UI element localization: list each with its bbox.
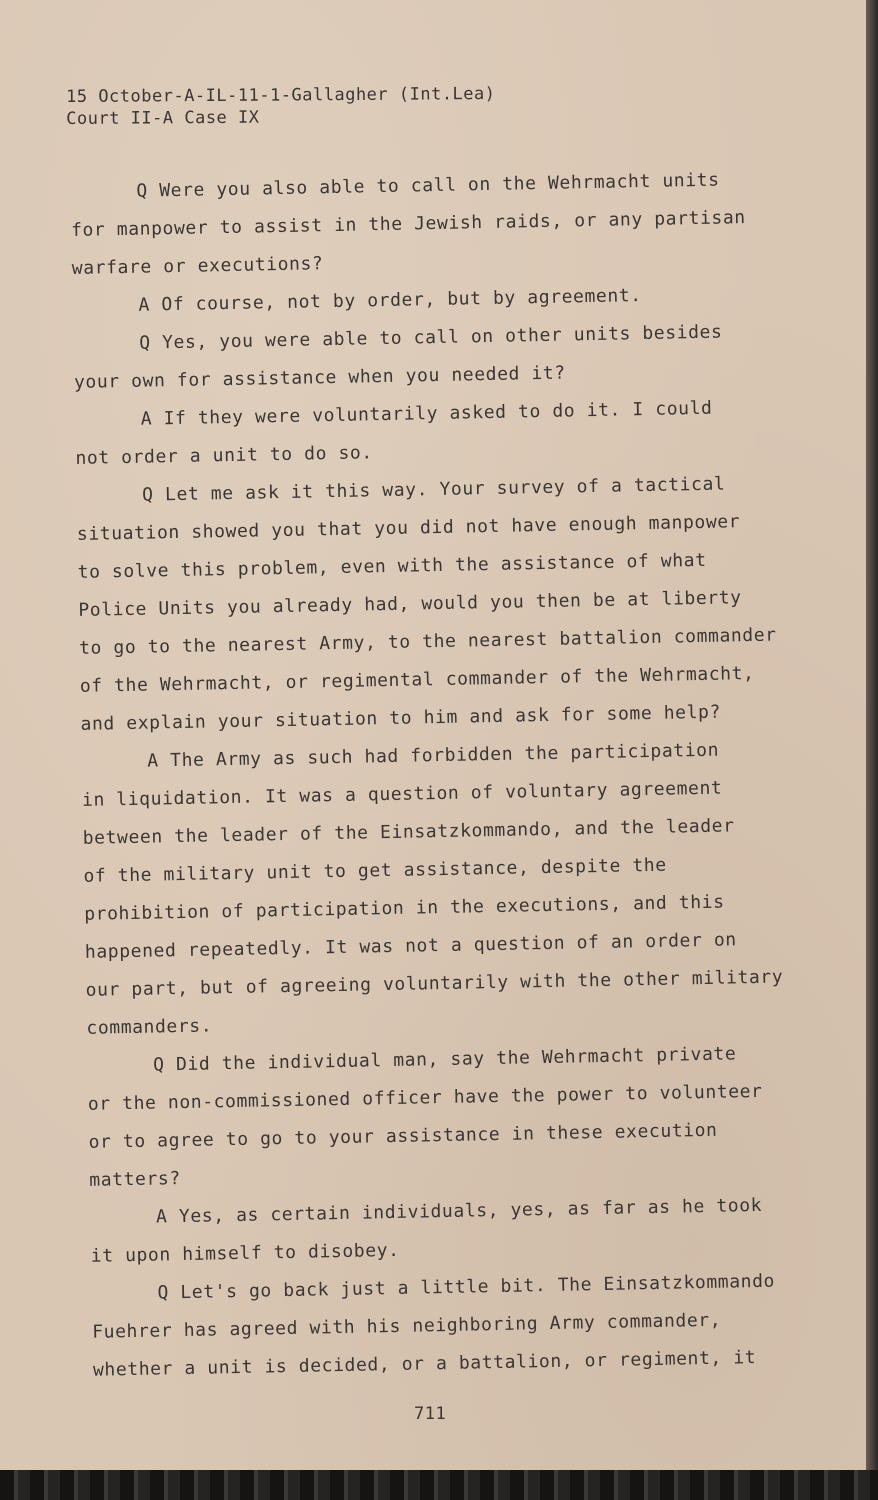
answer-line: A Of course, not by order, but by agreement. — [138, 285, 642, 316]
answer-line: A If they were voluntarily asked to do it. I could — [140, 397, 713, 430]
transcript-line: prohibition of participation in the executions, and this — [84, 891, 725, 925]
document-header — [66, 83, 496, 130]
transcript-line: matters? — [89, 1168, 182, 1191]
transcript-line: and explain your situation to him and ask for some help? — [80, 701, 722, 735]
question-line: Q Yes, you were able to call on other units besides — [139, 321, 723, 354]
answer-line: A The Army as such had forbidden the participation — [147, 739, 720, 772]
question-line: Q Did the individual man, say the Wehrmacht private — [152, 1043, 737, 1076]
page-number: 711 — [414, 1404, 447, 1424]
transcript-line: for manpower to assist in the Jewish raids, or any partisan — [70, 207, 746, 241]
transcript-line: situation showed you that you did not have enough manpower — [76, 511, 741, 545]
transcript-line: to solve this problem, even with the assistance of what — [77, 549, 707, 583]
scan-right-edge — [866, 0, 878, 1470]
header-court-case: Court II-A Case IX — [66, 107, 260, 129]
transcript-line: of the Wehrmacht, or regimental commander of the Wehrmacht, — [79, 662, 755, 697]
transcript-line: or the non-commissioned officer have the power to volunteer — [87, 1080, 763, 1115]
transcript-line: warfare or executions? — [71, 253, 324, 279]
transcript-body — [70, 160, 813, 1390]
question-line: Q Were you also able to call on the Wehrmacht units — [136, 169, 720, 202]
transcript-line: whether a unit is decided, or a battalion, or regiment, it — [92, 1347, 757, 1381]
transcript-line: your own for assistance when you needed it? — [73, 362, 566, 393]
transcript-line: between the leader of the Einsatzkommando, and the leader — [82, 815, 735, 849]
scan-bottom-edge — [0, 1470, 878, 1500]
transcript-line: our part, but of agreeing voluntarily with the other military — [85, 966, 784, 1001]
header-date-reference: 15 October-A-IL-11-1-Gallagher (Int.Lea) — [66, 84, 496, 107]
transcript-line: to go to the nearest Army, to the nearest battalion commander — [78, 624, 777, 659]
transcript-line: Police Units you already had, would you then be at liberty — [78, 587, 742, 621]
transcript-line: of the military unit to get assistance, despite the — [83, 854, 667, 887]
transcript-line: or to agree to go to your assistance in these execution — [88, 1119, 718, 1153]
transcript-line: in liquidation. It was a question of voluntary agreement — [81, 777, 723, 811]
transcript-line: Fuehrer has agreed with his neighboring Army commander, — [92, 1309, 722, 1343]
question-line: Q Let me ask it this way. Your survey of a tactical — [141, 473, 726, 506]
answer-line: A Yes, as certain individuals, yes, as far as he took — [155, 1194, 763, 1228]
transcript-line: commanders. — [86, 1015, 213, 1039]
transcript-line: happened repeatedly. It was not a question of an order on — [84, 929, 737, 963]
transcript-line: it upon himself to disobey. — [90, 1239, 400, 1267]
question-line: Q Let's go back just a little bit. The Einsatzkommando — [157, 1270, 776, 1304]
transcript-line: not order a unit to do so. — [75, 442, 373, 469]
